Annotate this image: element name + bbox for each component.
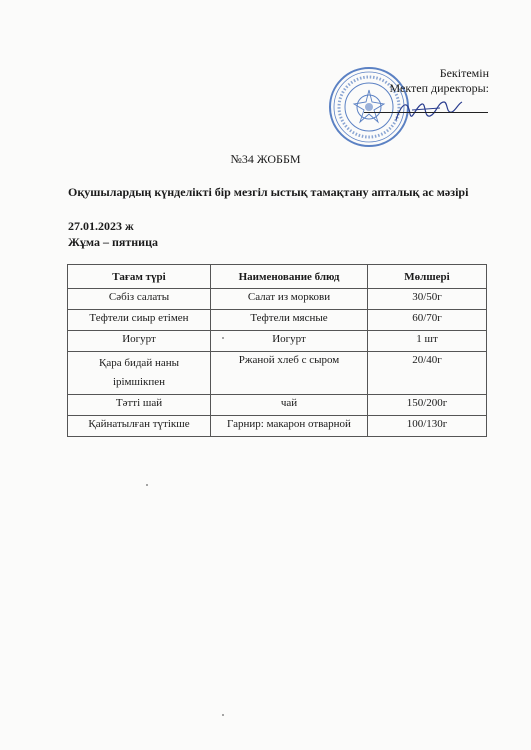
scan-speck (222, 714, 224, 716)
table-row (68, 289, 487, 310)
scan-speck (146, 484, 148, 486)
portion-cell: 1 шт (368, 331, 487, 352)
dish-name-cell: Ржаной хлеб с сыром (211, 352, 368, 395)
table-row (68, 352, 487, 395)
dish-type-cell: Қара бидай наны ірімшікпен (68, 352, 211, 395)
portion-cell: 60/70г (368, 310, 487, 331)
dish-name-cell: Гарнир: макарон отварной (211, 416, 368, 437)
menu-day: Жұма – пятница (68, 235, 158, 249)
portion-cell: 150/200г (368, 395, 487, 416)
dish-name-cell: Салат из моркови (211, 289, 368, 310)
dish-name-cell: Иогурт (211, 331, 368, 352)
menu-table (67, 264, 487, 437)
menu-date: 27.01.2023 ж (68, 219, 134, 233)
table-row (68, 416, 487, 437)
dish-name-cell: Тефтели мясные (211, 310, 368, 331)
director-signature (392, 96, 464, 126)
table-header-row (68, 265, 487, 289)
signature-line (364, 112, 488, 113)
dish-type-cell: Сәбіз салаты (68, 289, 211, 310)
table-row (68, 395, 487, 416)
portion-cell: 20/40г (368, 352, 487, 395)
school-name: №34 ЖОББМ (230, 152, 301, 166)
table-row (68, 331, 487, 352)
header-dish-name: Наименование блюд (211, 265, 368, 289)
dish-name-cell: чай (211, 395, 368, 416)
approval-line-1: Бекітемін (439, 66, 489, 80)
menu-title: Оқушылардың күнделікті бір мезгіл ыстық тамақтану апталық ас мәзірі (68, 185, 469, 199)
table-row (68, 310, 487, 331)
portion-cell: 100/130г (368, 416, 487, 437)
dish-type-cell: Тефтели сиыр етімен (68, 310, 211, 331)
dish-type-cell: Иогурт (68, 331, 211, 352)
dish-type-cell: Тәтті шай (68, 395, 211, 416)
dish-type-cell: Қайнатылған түтікше (68, 416, 211, 437)
approval-line-2: Мектеп директоры: (389, 81, 489, 95)
approval-block (389, 66, 489, 96)
header-portion: Мөлшері (368, 265, 487, 289)
portion-cell: 30/50г (368, 289, 487, 310)
scan-speck (222, 337, 224, 339)
header-dish-type: Тағам түрі (68, 265, 211, 289)
